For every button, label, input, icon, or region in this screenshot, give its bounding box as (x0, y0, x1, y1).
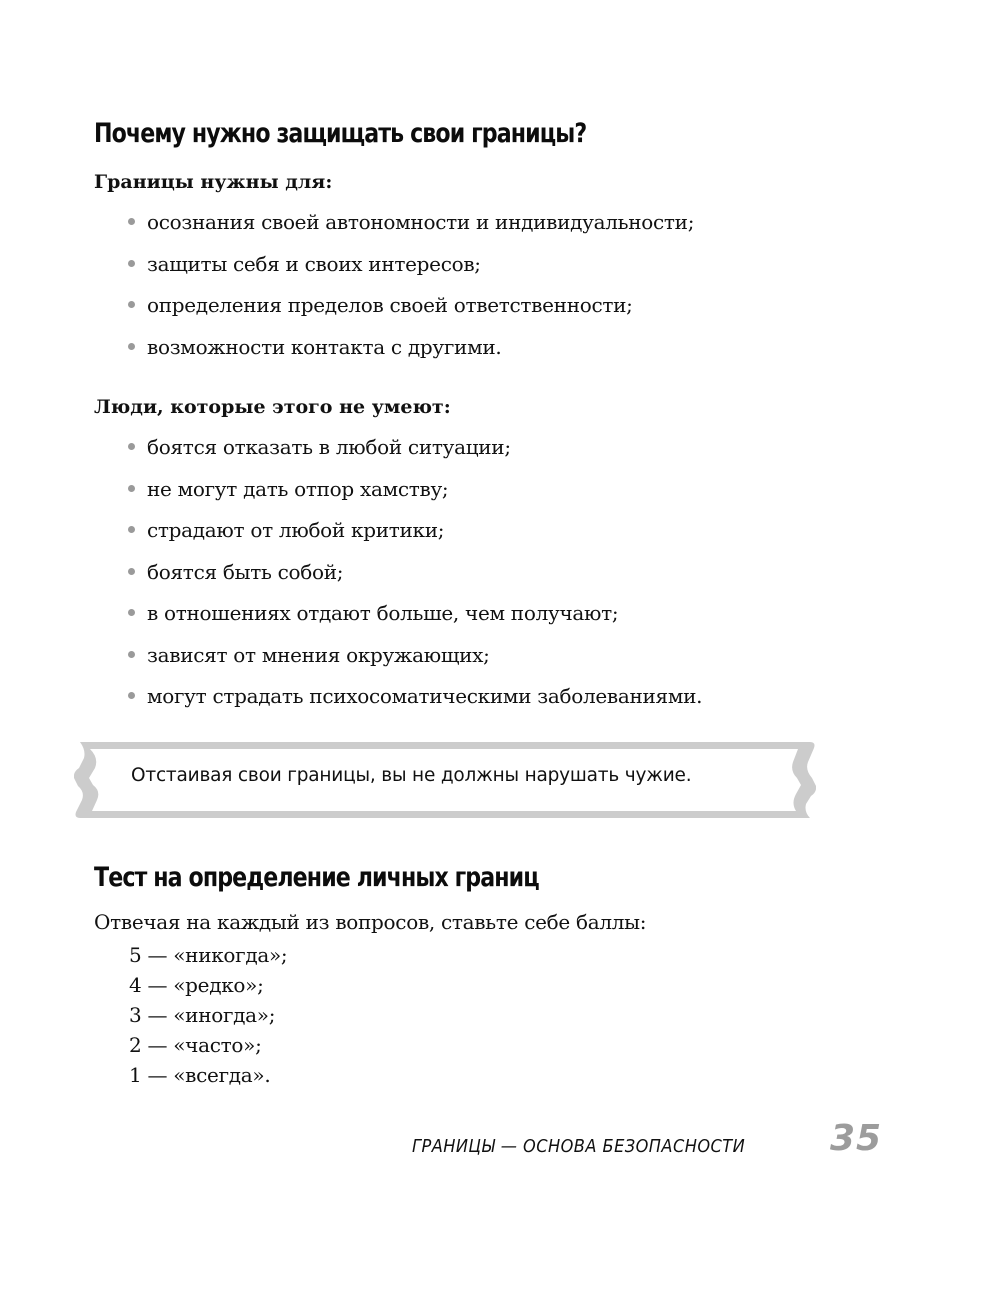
score-item: 3 — «иногда»; (129, 1003, 276, 1027)
people-unable-list (128, 427, 702, 718)
list-item: страдают от любой критики; (128, 510, 702, 552)
score-item: 4 — «редко»; (129, 973, 264, 997)
needed-for-list (128, 202, 694, 368)
page-number: 35 (830, 1118, 883, 1159)
callout-text: Отстаивая свои границы, вы не должны нарушать чужие. (131, 765, 692, 786)
subheading-needed-for: Границы нужны для: (94, 171, 333, 193)
score-scale-list (129, 940, 287, 1090)
bullet-dot-icon (128, 692, 135, 699)
list-item: не могут дать отпор хамству; (128, 469, 702, 511)
subheading-people-unable: Люди, которые этого не умеют: (94, 396, 451, 418)
bullet-dot-icon (128, 443, 135, 450)
section-heading-why-protect-boundaries: Почему нужно защищать свои границы? (94, 118, 587, 149)
bullet-dot-icon (128, 485, 135, 492)
list-item: защиты себя и своих интересов; (128, 244, 694, 286)
bullet-dot-icon (128, 609, 135, 616)
list-item: определения пределов своей ответственности; (128, 285, 694, 327)
score-item: 5 — «никогда»; (129, 943, 288, 967)
section-heading-boundaries-test: Тест на определение личных границ (94, 862, 539, 893)
list-item: зависят от мнения окружающих; (128, 635, 702, 677)
callout-box (74, 740, 816, 820)
bullet-dot-icon (128, 260, 135, 267)
list-item: осознания своей автономности и индивидуальности; (128, 202, 694, 244)
bullet-dot-icon (128, 526, 135, 533)
test-instructions: Отвечая на каждый из вопросов, ставьте себе баллы: (94, 910, 647, 934)
bullet-dot-icon (128, 343, 135, 350)
list-item: боятся быть собой; (128, 552, 702, 594)
score-item: 2 — «часто»; (129, 1033, 262, 1057)
list-item: боятся отказать в любой ситуации; (128, 427, 702, 469)
bullet-dot-icon (128, 651, 135, 658)
list-item: могут страдать психосоматическими заболеваниями. (128, 676, 702, 718)
bullet-dot-icon (128, 568, 135, 575)
bullet-dot-icon (128, 218, 135, 225)
score-item: 1 — «всегда». (129, 1063, 271, 1087)
list-item: в отношениях отдают больше, чем получают; (128, 593, 702, 635)
list-item: возможности контакта с другими. (128, 327, 694, 369)
bullet-dot-icon (128, 301, 135, 308)
running-title: ГРАНИЦЫ — ОСНОВА БЕЗОПАСНОСТИ (412, 1136, 746, 1157)
